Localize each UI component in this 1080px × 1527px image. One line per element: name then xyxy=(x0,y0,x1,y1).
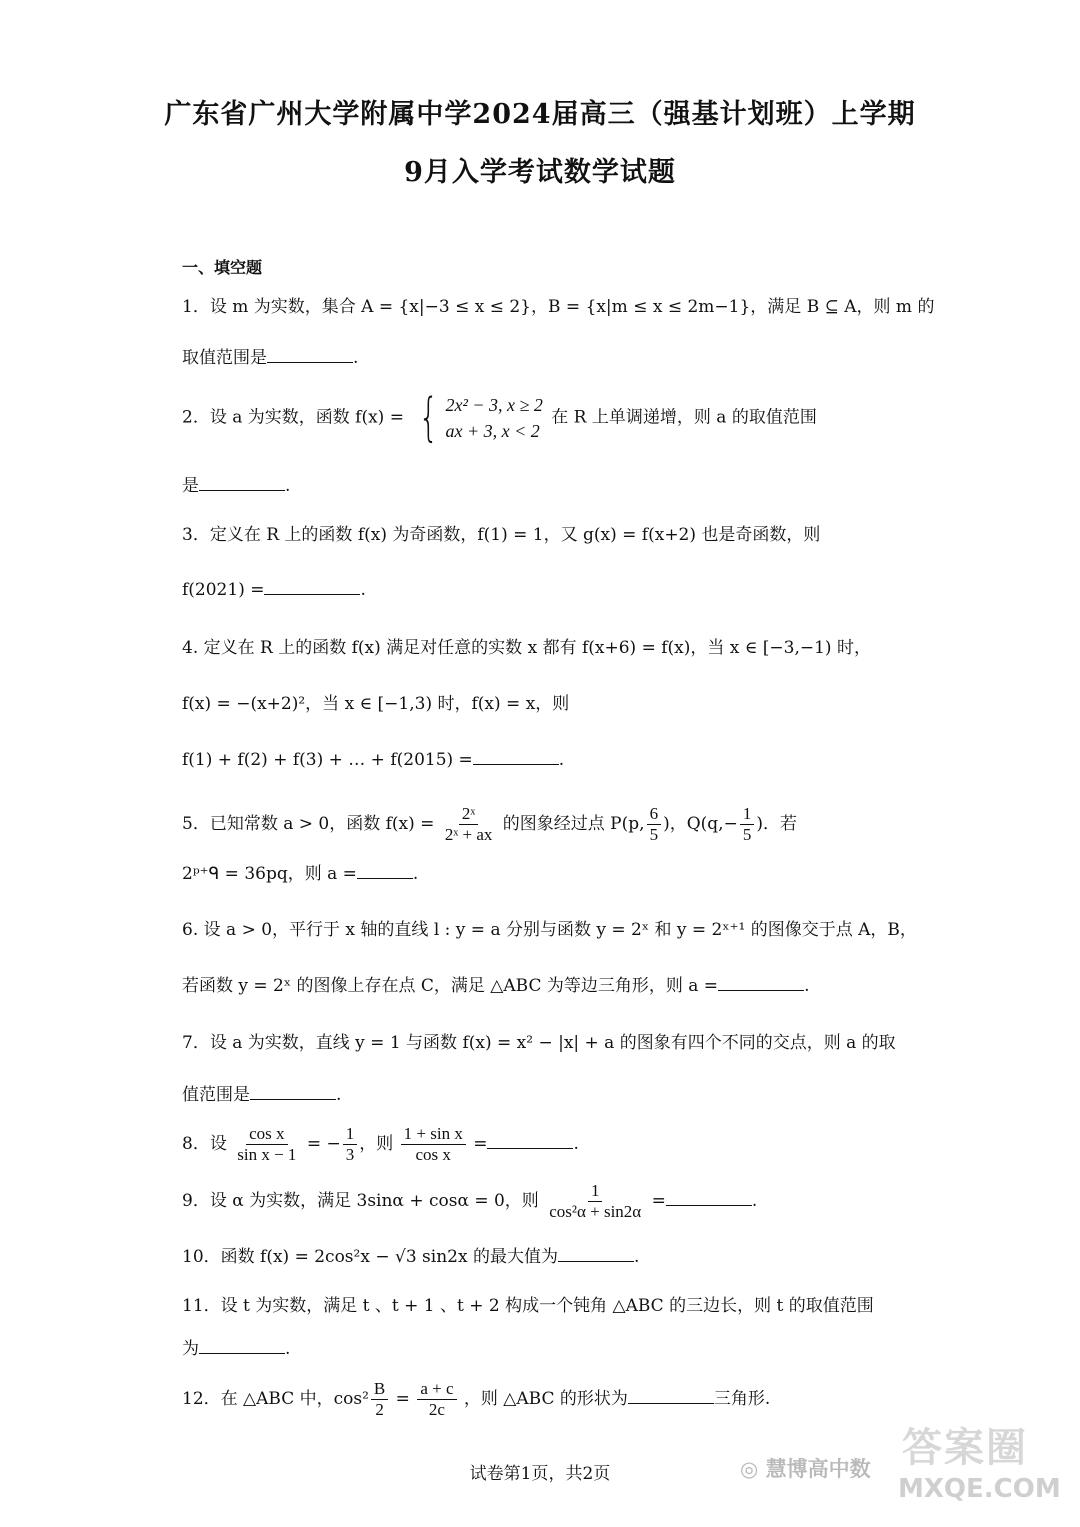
question-text: = − xyxy=(306,1134,341,1154)
question-11-line1: 11．设 t 为实数，满足 t 、t + 1 、t + 2 构成一个钝角 △ABC 的三边长，则 t 的取值范围 xyxy=(182,1296,874,1316)
period: . xyxy=(360,580,366,600)
question-4-line3 xyxy=(182,748,564,772)
question-3-line1: 3．定义在 R 上的函数 f(x) 为奇函数，f(1) = 1，又 g(x) = f(x+2) 也是奇函数，则 xyxy=(182,525,821,545)
question-text: 2ᵖ⁺ᑫ = 36pq，则 a = xyxy=(182,864,357,884)
question-text: 8．设 xyxy=(182,1134,227,1154)
answer-blank xyxy=(199,1337,285,1354)
page-title-line2: 9月入学考试数学试题 xyxy=(404,157,676,188)
period: . xyxy=(558,750,565,770)
question-text: ，则 xyxy=(359,1134,394,1154)
numerator: 2ˣ xyxy=(459,804,478,825)
answer-blank xyxy=(487,1132,573,1149)
question-1-line2 xyxy=(182,346,358,370)
question-5-line1: 5．已知常数 a > 0，函数 f(x) = $\frac{\text{2ˣ}}{\text{2ˣ + ax}}$ 的图象经过点 P(p, $\frac{6}{5}$ )，Q(q,− $\frac{1}{5}$ )．若 xyxy=(182,804,797,844)
fraction xyxy=(371,1379,388,1420)
answer-blank xyxy=(199,474,285,491)
answer-blank xyxy=(718,974,804,991)
numerator: B xyxy=(371,1379,388,1400)
period: . xyxy=(285,476,291,496)
numerator: a + c xyxy=(417,1379,456,1400)
fraction xyxy=(417,1379,456,1420)
question-2-line2 xyxy=(182,474,290,498)
question-10 xyxy=(182,1245,639,1269)
question-9 xyxy=(182,1181,757,1222)
question-text: 的图象经过点 P xyxy=(502,814,622,834)
denominator: 3 xyxy=(345,1145,355,1164)
question-text: 12．在 △ABC 中，cos² xyxy=(182,1389,369,1409)
fraction xyxy=(546,1181,644,1222)
question-6-line2 xyxy=(182,974,809,998)
question-4-line2: f(x) = −(x+2)²，当 x ∈ [−1,3) 时，f(x) = x，则 xyxy=(182,694,570,714)
answer-blank xyxy=(558,1245,634,1262)
question-text: 取值范围是 xyxy=(182,348,267,368)
answer-blank xyxy=(628,1387,714,1404)
page-footer: 试卷第1页，共2页 xyxy=(469,1464,611,1484)
question-text: = xyxy=(473,1134,488,1154)
denominator: 2c xyxy=(428,1400,445,1419)
watermark-logo-text: 答案圈 xyxy=(902,1425,1028,1471)
brace-icon: { xyxy=(418,388,439,448)
wechat-icon: ◎ xyxy=(740,1457,759,1481)
question-text: 10．函数 f(x) = 2cos²x − √3 sin2x 的最大值为 xyxy=(182,1247,558,1267)
numerator: 1 xyxy=(343,1124,358,1145)
denominator: 2ˣ + ax xyxy=(444,825,493,844)
question-text: ，Q xyxy=(669,814,701,834)
fraction xyxy=(343,1124,358,1165)
question-text: 是 xyxy=(182,476,199,496)
question-text: 5．已知常数 a > 0，函数 f(x) = xyxy=(182,814,435,834)
watermark xyxy=(740,1453,871,1483)
question-8 xyxy=(182,1124,579,1165)
denominator: cos x xyxy=(415,1145,451,1164)
numerator: 1 + sin x xyxy=(401,1124,466,1145)
question-text: 为 xyxy=(182,1339,199,1359)
question-6-line1: 6. 设 a > 0，平行于 x 轴的直线 l : y = a 分别与函数 y = 2ˣ 和 y = 2ˣ⁺¹ 的图像交于点 A，B， xyxy=(182,920,917,940)
period: . xyxy=(336,1085,342,1105)
numerator: 1 xyxy=(588,1181,603,1202)
question-text: 值范围是 xyxy=(182,1085,250,1105)
period: . xyxy=(804,976,810,996)
numerator: 6 xyxy=(647,804,662,825)
fraction xyxy=(234,1124,299,1165)
watermark-logo xyxy=(898,1412,1074,1516)
answer-blank xyxy=(357,862,413,879)
denominator: sin x − 1 xyxy=(237,1145,297,1164)
answer-blank xyxy=(473,748,559,765)
point-coord: p, xyxy=(628,814,645,834)
watermark-url: MXQE.COM xyxy=(898,1474,1061,1504)
question-text: f(1) + f(2) + f(3) + … + f(2015) = xyxy=(182,750,473,770)
question-text: 三角形. xyxy=(713,1389,771,1409)
answer-blank xyxy=(250,1083,336,1100)
period: . xyxy=(285,1339,291,1359)
piecewise-function xyxy=(412,388,543,448)
question-text: 2．设 a 为实数，函数 f(x) = xyxy=(182,407,404,428)
fraction xyxy=(647,804,662,845)
case-row: 2x² − 3, x ≥ 2 xyxy=(445,395,543,415)
question-text: = xyxy=(651,1191,666,1211)
page-title-line1: 广东省广州大学附属中学2024届高三（强基计划班）上学期 xyxy=(164,99,916,130)
denominator: 5 xyxy=(649,825,659,844)
question-text: 在 R 上单调递增，则 a 的取值范围 xyxy=(551,407,817,428)
case-row: ax + 3, x < 2 xyxy=(445,421,540,441)
question-7-line1: 7．设 a 为实数，直线 y = 1 与函数 f(x) = x² − |x| + a 的图象有四个不同的交点，则 a 的取 xyxy=(182,1033,896,1053)
question-text: 若函数 y = 2ˣ 的图像上存在点 C，满足 △ABC 为等边三角形，则 a = xyxy=(182,976,719,996)
question-text: 9．设 α 为实数，满足 3sinα + cosα = 0，则 xyxy=(182,1191,539,1211)
denominator: 5 xyxy=(742,825,752,844)
question-12 xyxy=(182,1379,770,1420)
period: . xyxy=(412,864,419,884)
question-text: ，则 △ABC 的形状为 xyxy=(463,1389,628,1409)
question-11-line2 xyxy=(182,1337,290,1361)
period: . xyxy=(633,1247,640,1267)
denominator: 2 xyxy=(375,1400,384,1419)
answer-blank xyxy=(267,346,353,363)
question-5-line2 xyxy=(182,862,418,886)
section-heading: 一、填空题 xyxy=(182,258,263,277)
period: . xyxy=(353,348,359,368)
question-text: ．若 xyxy=(762,814,797,834)
question-text: = xyxy=(395,1389,410,1409)
period: . xyxy=(573,1134,579,1154)
period: . xyxy=(751,1191,758,1211)
answer-blank xyxy=(666,1189,752,1206)
question-text: f(2021) = xyxy=(182,580,265,600)
numerator: cos x xyxy=(246,1124,287,1145)
answer-blank xyxy=(264,578,360,595)
question-3-line2 xyxy=(182,578,366,602)
point-coord: q,− xyxy=(707,814,738,834)
question-1-line1: 1．设 m 为实数，集合 A = {x|−3 ≤ x ≤ 2}，B = {x|m ≤ x ≤ 2m−1}，满足 B ⊆ A，则 m 的 xyxy=(182,297,935,317)
question-2-line1 xyxy=(182,388,817,448)
numerator: 1 xyxy=(740,804,755,825)
fraction xyxy=(740,804,755,845)
watermark-text: 慧博高中数 xyxy=(765,1457,871,1481)
question-7-line2 xyxy=(182,1083,341,1107)
fraction xyxy=(401,1124,466,1165)
question-4-line1: 4. 定义在 R 上的函数 f(x) 满足对任意的实数 x 都有 f(x+6) = f(x)，当 x ∈ [−3,−1) 时， xyxy=(182,638,871,658)
fraction xyxy=(442,804,496,845)
denominator: cos²α + sin2α xyxy=(549,1202,642,1221)
